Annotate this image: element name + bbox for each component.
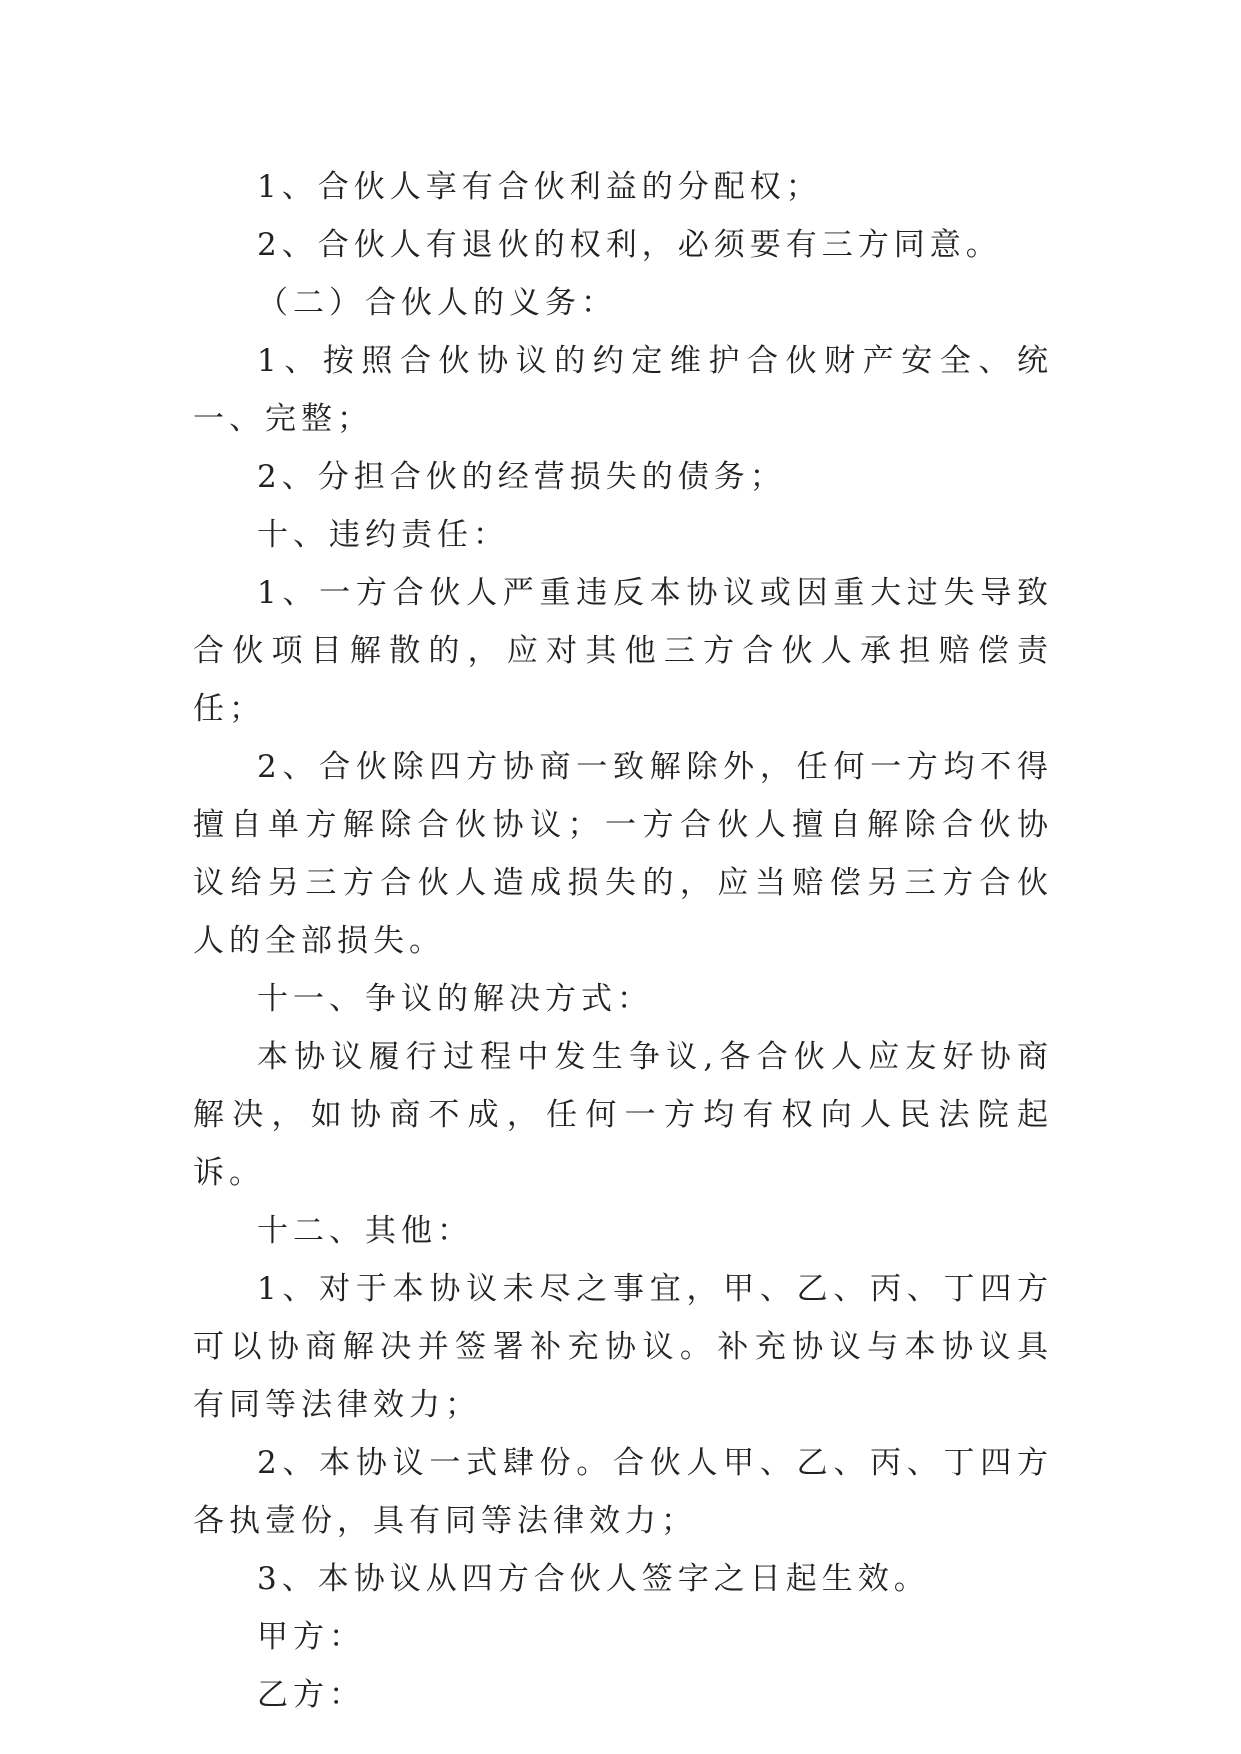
clause-breach-2: 2、合伙除四方协商一致解除外，任何一方均不得擅自单方解除合伙协议；一方合伙人擅自解除合伙协议给另三方合伙人造成损失的，应当赔偿另三方合伙人的全部损失。 (193, 749, 1053, 959)
clause-right-withdraw: 2、合伙人有退伙的权利，必须要有三方同意。 (257, 227, 1002, 263)
section-heading-breach: 十、违约责任： (257, 517, 509, 553)
clause-breach-1: 1、一方合伙人严重违反本协议或因重大过失导致合伙项目解散的，应对其他三方合伙人承担赔偿责任； (193, 575, 1053, 727)
clause-other-1: 1、对于本协议未尽之事宜，甲、乙、丙、丁四方可以协商解决并签署补充协议。补充协议与本协议具有同等法律效力； (193, 1271, 1053, 1423)
section-heading-other: 十二、其他： (257, 1213, 473, 1249)
clause-obligation-losses: 2、分担合伙的经营损失的债务； (257, 459, 786, 495)
document-body (193, 158, 1053, 1724)
signature-party-b: 乙方： (257, 1677, 365, 1713)
clause-other-2: 2、本协议一式肆份。合伙人甲、乙、丙、丁四方各执壹份，具有同等法律效力； (193, 1445, 1053, 1539)
section-heading-dispute: 十一、争议的解决方式： (257, 981, 653, 1017)
clause-right-profit: 1、合伙人享有合伙利益的分配权； (257, 169, 822, 205)
section-heading-obligations: （二）合伙人的义务： (257, 285, 617, 321)
clause-other-3: 3、本协议从四方合伙人签字之日起生效。 (257, 1561, 930, 1597)
clause-dispute: 本协议履行过程中发生争议,各合伙人应友好协商解决，如协商不成，任何一方均有权向人民法院起诉。 (193, 1039, 1053, 1191)
signature-party-a: 甲方： (257, 1619, 365, 1655)
clause-obligation-property: 1、按照合伙协议的约定维护合伙财产安全、统一、完整； (193, 343, 1053, 437)
